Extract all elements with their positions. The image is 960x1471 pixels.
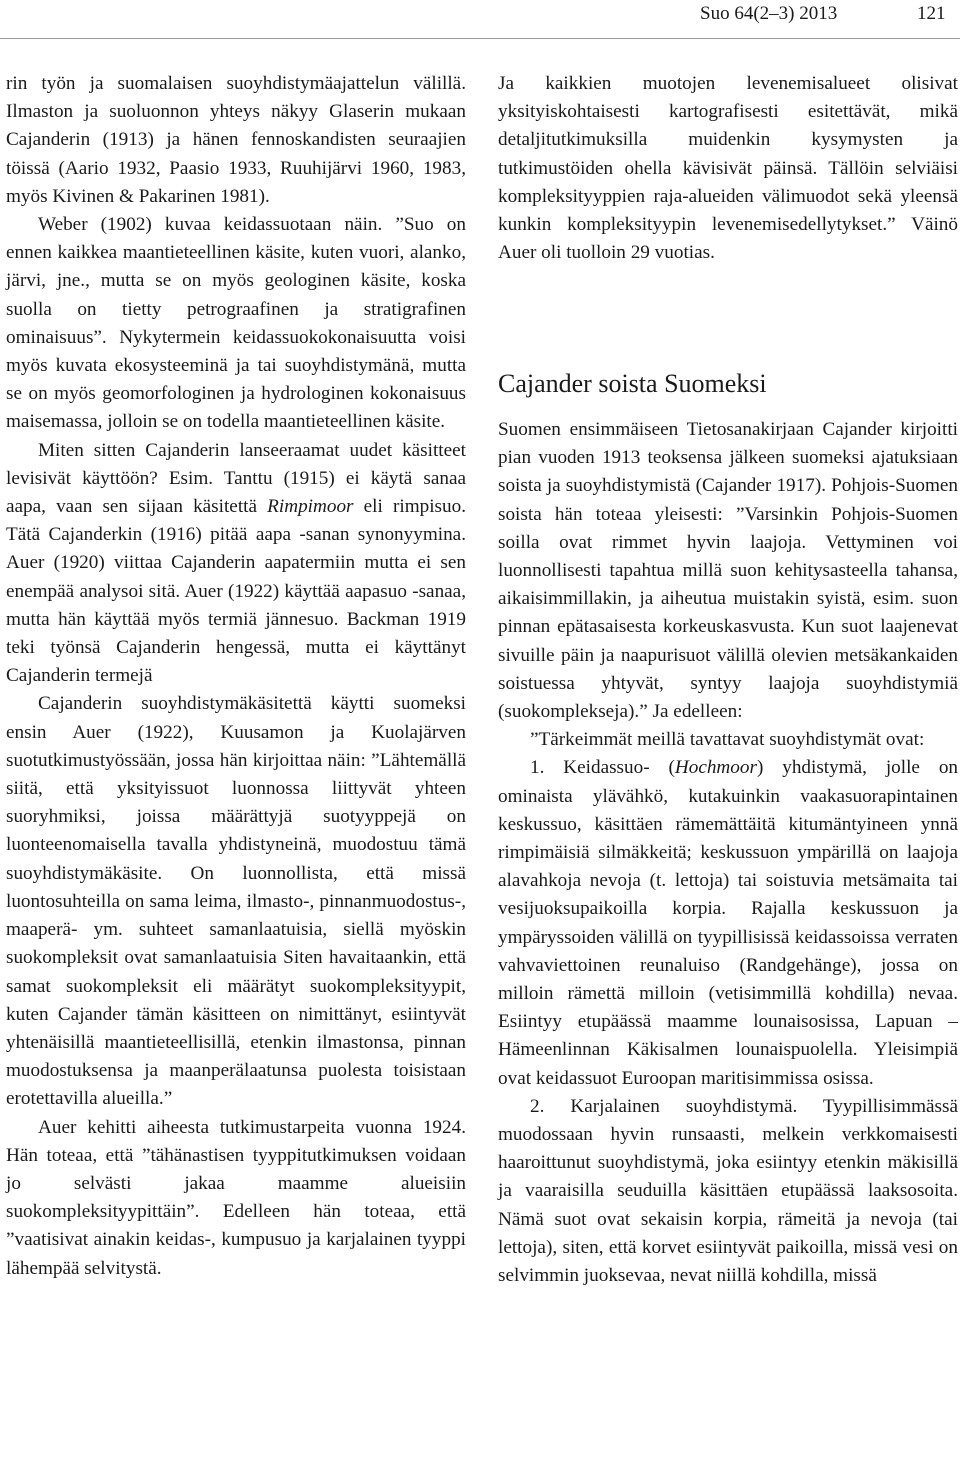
paragraph: Ja kaikkien muotojen levenemisalueet olisivat yksityiskohtaisesti kartografisesti esitettävät, mikä detaljitutkimuksilla muidenkin kysymysten ja tutkimustöiden ohella kävisivät päinsä. Tällöin selviäisi kompleksityyppien raja-alueiden välimuodot sekä yleensä kunkin kompleksityypin levenemisedellytykset.” Väinö Auer oli tuolloin 29 vuotias. bbox=[498, 73, 958, 264]
text-run: eli rimpisuo. Tätä Cajanderkin (1916) pitää aapa -sanan synonyymina. Auer (1920) viittaa Cajanderin aapatermiin mutta ei sen enempää analysoi sitä. Auer (1922) käyttää aapasuo -sanaa, mutta hän käyttää myös termiä jännesuo. Backman 1919 teki työnsä Cajanderin hengessä, mutta ei käyttänyt Cajanderin termejä bbox=[6, 496, 466, 687]
section-heading: Cajander soista Suomeksi bbox=[498, 369, 767, 398]
text-run: 1. Keidassuo- ( bbox=[530, 757, 675, 779]
right-column-top bbox=[498, 70, 958, 267]
paragraph: Cajanderin suoyhdistymäkäsitettä käytti suomeksi ensin Auer (1922), Kuusamon ja Kuolajärven suotutkimustyössään, jossa hän kirjoittaa näin: ”Lähtemällä siitä, että yksityissuot luonnossa liittyvät yhteen suoryhmiksi, joissa määrättyjä suotyyppejä on luonteenomaisella tavalla yhdistyneinä, muodostuu tämä suoyhdistymäkäsite. On luonnollista, että missä luontosuhteilla on sama leima, ilmasto-, pinnanmuodostus-, maaperä- ym. suhteet samanlaatuisia, siellä myöskin suokompleksit ovat samanlaatuisia Siten havaitaankin, että samat suokompleksit eli määrätyt suokompleksityypit, kuten Cajander tämän käsitteen on nimittänyt, esiintyvät yhtenäisillä maantieteellisillä, etenkin ilmastonsa, pinnan muodostuksensa ja maanperälaatunsa puolesta toisistaan erotettavilla alueilla.” bbox=[6, 693, 466, 1110]
paragraph: 2. Karjalainen suoyhdistymä. Tyypillisimmässä muodossaan hyvin runsaasti, melkein verkkomaisesti haaroittunut suoyhdistymä, joka esiintyy etenkin mäkisillä ja vaaraisilla seuduilla käsittäen etupäässä laaksosoita. Nämä suot ovat sekaisin korpia, rämeitä ja nevoja (tai lettoja), siten, että korvet esiintyvät paikoilla, missä vesi on selvimmin juoksevaa, nevat niillä kohdilla, missä bbox=[498, 1095, 958, 1287]
right-column bbox=[498, 416, 958, 1290]
journal-citation: Suo 64(2–3) 2013 bbox=[700, 3, 838, 24]
italic-term: Hochmoor bbox=[674, 757, 757, 779]
paragraph: rin työn ja suomalaisen suoyhdistymäajattelun välillä. Ilmaston ja suoluonnon yhteys näkyy Glaserin mukaan Cajanderin (1913) ja hänen fennoskandisten seuraajien töissä (Aario 1932, Paasio 1933, Ruuhijärvi 1960, 1983, myös Kivinen & Pakarinen 1981). bbox=[6, 73, 466, 207]
paragraph bbox=[498, 754, 958, 1092]
paragraph: Suomen ensimmäiseen Tietosanakirjaan Cajander kirjoitti pian vuoden 1913 teoksensa jälkeen suomeksi ajatuksiaan soista ja suoyhdistymistä (Cajander 1917). Pohjois-Suomen soista hän toteaa yleisesti: ”Varsinkin Pohjois-Suomen soilla ovat rimmet hyvin laajoja. Vettyminen voi luonnollisesti tapahtua millä suon kehitysasteella tahansa, aikaisimmillakin, ja aiheutua muistakin syistä, esim. suon pinnan epätasaisesta korkeuskasvusta. Kun suot laajenevat sivuille päin ja naapurisuot välillä olevien metsäkankaiden soistuessa yhtyvät, syntyy laajoja suoyhdistymiä (suokomplekseja).” Ja edelleen: bbox=[498, 419, 958, 723]
paragraph: Weber (1902) kuvaa keidassuotaan näin. ”Suo on ennen kaikkea maantieteellinen käsite, kuten vuori, alanko, järvi, jne., mutta se on myös geologinen käsite, koska suolla on tietty petrograafinen ja stratigrafinen ominaisuus”. Nykytermein keidassuokokonaisuutta voisi myös kuvata ekosysteeminä ja tai suoyhdistymänä, mutta se on myös geomorfologinen ja hydrologinen kokonaisuus maisemassa, jolloin se on todella maantieteellinen käsite. bbox=[6, 214, 466, 433]
left-column bbox=[6, 70, 466, 1283]
text-run: Miten sitten Cajanderin lanseeraamat uudet käsitteet levisivät käyttöön? Esim. Tanttu (1915) ei käytä sanaa aapa, vaan sen sijaan käsitettä bbox=[6, 439, 466, 518]
paragraph: ”Tärkeimmät meillä tavattavat suoyhdistymät ovat: bbox=[530, 729, 925, 751]
header-rule bbox=[0, 38, 960, 39]
paragraph bbox=[6, 437, 466, 691]
page-header bbox=[0, 2, 960, 26]
italic-term: Rimpimoor bbox=[267, 496, 354, 518]
page-number: 121 bbox=[917, 3, 946, 24]
paragraph: Auer kehitti aiheesta tutkimustarpeita vuonna 1924. Hän toteaa, että ”tähänastisen tyyppitutkimuksen voidaan jo selvästi jakaa maamme alueisiin suokompleksityypittäin”. Edelleen hän toteaa, että ”vaatisivat ainakin keidas-, kumpusuo ja karjalainen tyyppi lähempää selvitystä. bbox=[6, 1116, 466, 1279]
text-run: ) yhdistymä, jolle on ominaista ylävähkö, kutakuinkin vaakasuorapintainen keskussuo, käsittäen rämemättäitä kitumäntyineen ynnä rimpimäisiä silmäkkeitä; keskussuon ympärillä on laajoja alavahkoja nevoja (t. lettoja) tai soistuvia metsämaita tai vesijuoksupaikoilla korpia. Rajalla keskussuon ja ympäryssoiden välillä on tyypillisissä keidassoissa verraten vahvaviettoinen reunaluiso (Randgehänge), jossa on milloin rämettä milloin (vetisimmillä kohdilla) nevaa. Esiintyy etupäässä maamme lounaisosissa, Lapuan – Hämeenlinnan Käkisalmen lounaispuolella. Yleisimpiä ovat keidassuot Euroopan maritisimmissa osissa. bbox=[498, 757, 959, 1089]
